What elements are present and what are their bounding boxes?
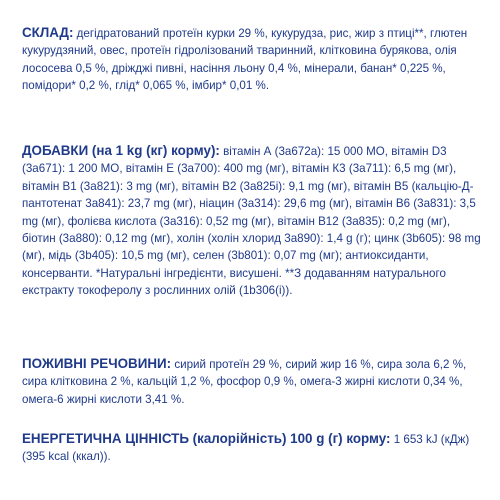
composition-text: дегідратований протеїн курки 29 %, кукурудза, рис, жир з птиці**, глютен кукурудзяний, овес, протеїн гідролізований тваринний, клітковина бурякова, олія лососева 0,5 %, дріжджі пивні, насіння льону 0,4 %, мінерали, банан* 0,225 %, помідори* 0,2 %, глід* 0,065 %, імбир* 0,01 %. <box>22 27 468 93</box>
nutrients-heading: ПОЖИВНІ РЕЧОВИНИ: <box>22 356 172 371</box>
composition-heading: СКЛАД: <box>22 25 74 40</box>
nutrients-text: сирий протеїн 29 %, сирий жир 16 %, сира зола 6,2 %, сира клітковина 2 %, кальцій 1,2 %, фосфор 0,9 %, омега-3 жирні кислоти 0,34 %, омега-6 жирні кислоти 3,41 %. <box>22 358 467 406</box>
composition-section <box>22 24 484 95</box>
additives-heading: ДОБАВКИ (на 1 kg (кг) корму): <box>22 143 220 158</box>
nutrients-section <box>22 355 484 408</box>
additives-text: вітамін А (3a672a): 15 000 МО, вітамін D3 (3a671): 1 200 МО, вітамін Е (3a700): 400 mg (мг), вітамін К3 (3a711): 6,5 mg (мг), вітамін В1 (3a821): 3 mg (мг), вітамін В2 (3a825i): 9,1 mg (мг), вітамін В5 (кальцію-Д-пантотенат 3a841): 23,7 mg (мг), ніацин (3a314): 29,6 mg (мг), вітамін В6 (3a831): 3,5 mg (мг), фолієва кислота (3a316): 0,52 mg (мг), вітамін В12 (3a835): 0,2 mg (мг), біотин (3a880): 0,12 mg (мг), холін (холін хлорид 3a890): 1,4 g (г); цинк (3b605): 98 mg (мг), мідь (3b405): 10,5 mg (мг), селен (3b801): 0,07 mg (мг); антиоксиданти, консерванти. *Натуральні інгредієнти, висушені. **З додаванням натурального екстракту токоферолу з рослинних олій (1b306(i)). <box>22 145 481 298</box>
energy-section <box>22 430 484 466</box>
energy-heading: ЕНЕРГЕТИЧНА ЦІННІСТЬ (калорійність) 100 g (г) корму: <box>22 431 391 446</box>
energy-text: 1 653 kJ (кДж) (395 kcal (ккал)). <box>22 433 470 464</box>
additives-section <box>22 142 484 300</box>
